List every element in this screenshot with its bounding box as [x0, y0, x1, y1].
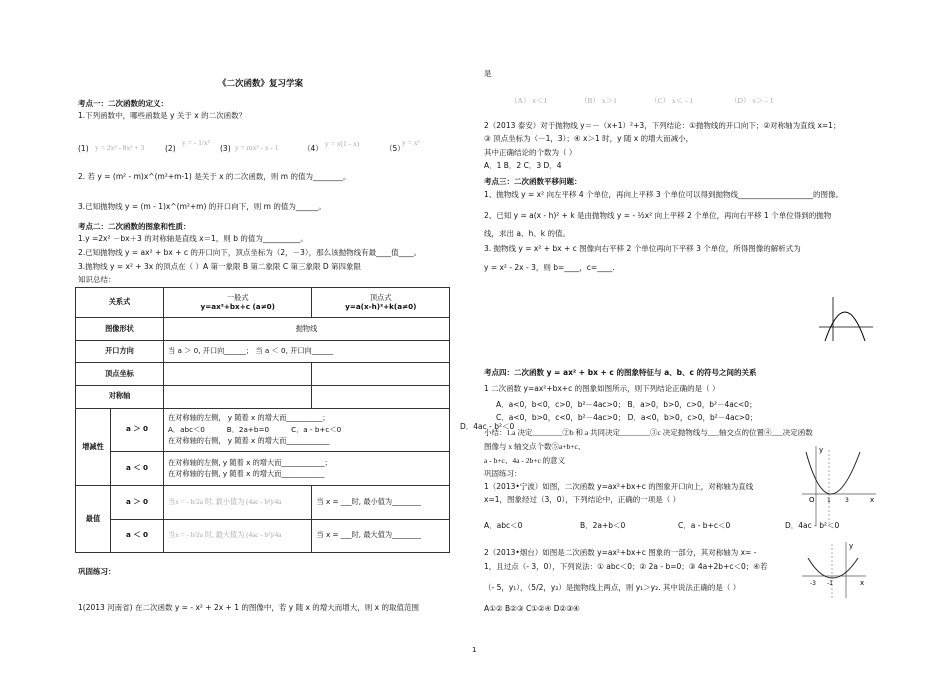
k4-q2-line-2: x=1，图象经过（3，0），下列结论中，正确的一项是（ ）: [484, 495, 681, 504]
k4-opts-1: A．a<0，b<0，c>0，b²－4ac>0； B．a>0，b>0，c>0，b²－4ac<0；: [496, 400, 757, 409]
opt-4-label: （4）: [303, 144, 323, 153]
extreme-neg-formula: 当x = - b/2a 时, 最大值为 (4ac - b²)/4a: [164, 519, 312, 552]
k4-q2-opt-a: A．abc＜0: [484, 521, 523, 530]
section-3-title: 考点三：二次函数平移问题：: [484, 177, 582, 186]
graph1-curve: [806, 452, 860, 494]
k4-q2-opt-d: D．4ac - b²＜0: [785, 521, 840, 530]
section-4-title: 考点四：二次函数 y = ax² + bx + c 的图象特征与 a、b、c 的符号之间的关系: [484, 368, 757, 377]
row-head-relation: 关系式: [76, 288, 164, 318]
question-1-2: 2. 若 y = (m² - m)x^(m²+m-1) 是关于 x 的二次函数，则 m 的值为________。: [78, 172, 351, 181]
graph1-origin-label: O: [809, 496, 815, 504]
formula-1: y = 2x² - 8x² + 3: [95, 143, 145, 152]
formula-5: y = x²: [402, 138, 420, 147]
k4-q2-opt-b: B．2a+b＜0: [580, 521, 626, 530]
parabola-graph-2: [800, 540, 870, 600]
overlay-opt-b: B．2a+b=0: [226, 424, 270, 434]
k4-q2-opt-c: C．a - b+c＜0: [678, 521, 731, 530]
overlay-options-row: [168, 424, 445, 436]
q1-opt-d: （D） x＞ - 1: [730, 96, 774, 105]
k3-line-5: y = x² - 2x - 3，则 b=____，c=____.: [484, 263, 615, 272]
vertex-vertexform-cell: [312, 363, 450, 386]
graph2-curve: [808, 558, 858, 578]
graph2-x-label: x: [860, 579, 865, 587]
k4-q3-line-1: 2（2013•烟台）如图是二次函数 y=ax²+bx+c 图象的一部分，其对称轴为 x= -: [484, 548, 757, 557]
k3-line-2: 2、已知 y = a(x - h)² + k 是由抛物线 y = - ½x² 向上平移 2 个单位，再向右平移 1 个单位得到的抛物: [484, 211, 832, 220]
vertex-form-cell: [312, 288, 450, 318]
practice-question-1: 1(2013 河南省) 在二次函数 y = - x² + 2x + 1 的图像中，若 y 随 x 的增大而增大，则 x 的取值范围: [78, 603, 419, 612]
opt-5-label: （5）: [385, 144, 405, 153]
overlay-opt-d: D．4ac - b²＜0: [460, 422, 515, 431]
k4-q3-line-2: 1，且过点（- 3，0），下列说法：① abc＜0；② 2a - b=0；③ 4a+2b+c＜0；④若: [484, 562, 768, 571]
axis-general-cell: [164, 385, 312, 408]
graph1-tick-3: 3: [845, 497, 849, 504]
q2-line-1: 2（2013 泰安）对于抛物线 y＝－（x+1）²+3，下列结论：①抛物线的开口向下；②对称轴为直线 x=1；: [484, 121, 841, 130]
summary-table: [75, 287, 450, 553]
k4-note-1: 小结：1.a 决定________②b 和 a 共同决定________③c 决定抛物线与___轴交点的位置④___决定函数: [484, 428, 813, 437]
section-2-title: 考点二：二次函数的图象和性质：: [78, 222, 191, 231]
k4-opts-2: C．a<0，b>0，c<0，b²－4ac>0； D．a<0，b>0，c>0，b²－4ac>0；: [496, 413, 758, 422]
continuation-shi: 是: [484, 69, 492, 78]
mono-a-positive: a ＞ 0: [111, 408, 164, 451]
row-head-shape: 图像形状: [76, 318, 164, 341]
graph1-x-label: x: [870, 496, 875, 504]
opt-3-label: (3): [220, 144, 231, 153]
k3-line-4: 3. 抛物线 y = x² + bx + c 图像向右平移 2 个单位再向下平移 3 个单位，所得图像的解析式为: [484, 244, 801, 253]
overlay-opt-a: A．abc＜0: [168, 424, 205, 434]
vertex-general-cell: [164, 363, 312, 386]
q2-line-3: 其中正确结论的个数为（ ）: [484, 148, 577, 157]
k3-line-1: 1、抛物线 y = x² 向左平移 4 个单位，再向上平移 3 个单位可以得到抛物线____________________的图像。: [484, 190, 844, 199]
extreme-a-negative: a ＜ 0: [111, 519, 164, 552]
q1-opt-b: （B） x＞1: [580, 96, 617, 105]
k4-note-4: 巩固练习：: [484, 469, 522, 478]
parabola-graph-1: [800, 440, 880, 530]
question-1-1: 1.下列函数中，哪些函数是 y 关于 x 的二次函数？: [78, 111, 247, 120]
general-form-formula: y=ax²+bx+c (a≠0): [200, 301, 275, 311]
q2-line-4: A．1 B．2 C．3 D．4: [484, 161, 562, 170]
row-head-vertex: 顶点坐标: [76, 363, 164, 386]
mono-pos-left: 在对称轴的左侧， y 随着 x 的增大而__________；: [168, 413, 330, 423]
extreme-pos-formula: 当x = - b/2a 时, 最小值为 (4ac - b²)/4a: [164, 486, 312, 519]
mono-positive-cell: [164, 408, 450, 451]
mono-a-negative: a ＜ 0: [111, 451, 164, 485]
formula-4: y = x(1 - x): [325, 139, 360, 148]
k4-note-3: a - b+c、4a - 2b+c 的意义: [484, 456, 566, 465]
section-1-title: 考点一：二次函数的定义：: [78, 99, 168, 108]
k4-q3-line-4: A①② B②③ C①②④ D②③④: [484, 604, 580, 613]
row-head-opening: 开口方向: [76, 340, 164, 363]
k4-q2-line-1: 1（2013•宁波）如图，二次函数 y=ax²+bx+c 的图象开口向上，对称轴为直线: [484, 482, 754, 491]
page-title: 《二次函数》复习学案: [218, 79, 304, 89]
overlay-opt-c: C．a - b+c＜0: [291, 424, 342, 434]
k3-line-3: 线，求出 a、h、k 的值。: [484, 229, 570, 238]
question-2-2: 2.已知抛物线 y = ax² + bx + c 的开口向下，顶点坐标为（2，－3），那么该抛物线有最____值____。: [78, 248, 422, 257]
row-head-axis: 对称轴: [76, 385, 164, 408]
mono-negative-cell: [164, 451, 450, 485]
mono-neg-left: 在对称轴的左侧, y 随着 x 的增大而____________；: [168, 457, 332, 467]
vertex-form-head: 顶点式: [369, 292, 392, 302]
question-2-3: 3.抛物线 y = x² + 3x 的顶点在（ ）A 第一象限 B 第二象限 C 第三象限 D 第四象限: [78, 262, 361, 271]
row-head-extreme: 最值: [76, 486, 111, 553]
opt-1-label: (1): [78, 144, 89, 153]
row-head-monotonicity: 增减性: [76, 408, 111, 486]
graph2-tick-neg1: -1: [827, 580, 833, 587]
mono-neg-right: 在对称轴的右侧, y 随着 x 的增大而____________: [168, 469, 325, 479]
general-form-cell: [164, 288, 312, 318]
q2-line-2: ③ 顶点坐标为（－1，3）；④ x＞1 时，y 随 x 的增大而减小，: [484, 134, 694, 143]
vertex-form-formula: y=a(x-h)²+k(a≠0): [345, 301, 417, 311]
formula-2: y = - 1/x²: [182, 138, 210, 147]
axis-vertexform-cell: [312, 385, 450, 408]
knowledge-summary-label: 知识总结：: [78, 275, 116, 284]
k4-question-1: 1 二次函数 y=ax²+bx+c 的图象如图所示，则下列结论正确的是（ ）: [484, 384, 720, 393]
figure-curve: [825, 312, 865, 341]
mono-pos-right: 在对称轴的右侧， y 随着 x 的增大而____________: [168, 436, 330, 446]
shape-value: 抛物线: [164, 318, 450, 341]
formula-3: y = mx² - x - 1: [235, 143, 279, 152]
k4-q3-line-3: （- 5，y₁），（5/2，y₂）是抛物线上两点，则 y₁＞y₂. 其中说法正确的是（ ）: [484, 583, 741, 592]
page-number: 1: [472, 646, 477, 654]
q1-opt-c: （C） x＜ - 1: [650, 96, 694, 105]
extreme-pos-blank: 当 x = ___时, 最小值为________: [312, 486, 450, 519]
q1-opt-a: （A） x＜1: [510, 96, 548, 105]
extreme-a-positive: a ＞ 0: [111, 486, 164, 519]
graph2-y-label: y: [849, 542, 854, 550]
graph1-y-label: y: [819, 446, 824, 454]
opening-value: 当 a ＞ 0, 开口向______； 当 a ＜ 0, 开口向______: [164, 340, 450, 363]
question-1-3: 3.已知抛物线 y = (m - 1)x^(m²+m) 的开口向下，则 m 的值为______。: [78, 202, 326, 211]
practice-label-left: 巩固练习：: [78, 567, 116, 576]
opt-2-label: (2): [165, 144, 176, 153]
question-2-1: 1.y =2x² －bx＋3 的对称轴是直线 x＝1，则 b 的值为__________。: [78, 234, 308, 243]
general-form-head: 一般式: [226, 292, 249, 302]
k4-note-2: 图像与 x 轴交点个数⑤a+b+c、: [484, 442, 586, 451]
graph1-tick-1: 1: [827, 497, 831, 504]
graph2-tick-neg3: -3: [810, 580, 816, 587]
parabola-figure-down: [817, 295, 875, 343]
extreme-neg-blank: 当 x = ___时, 最大值为________: [312, 519, 450, 552]
